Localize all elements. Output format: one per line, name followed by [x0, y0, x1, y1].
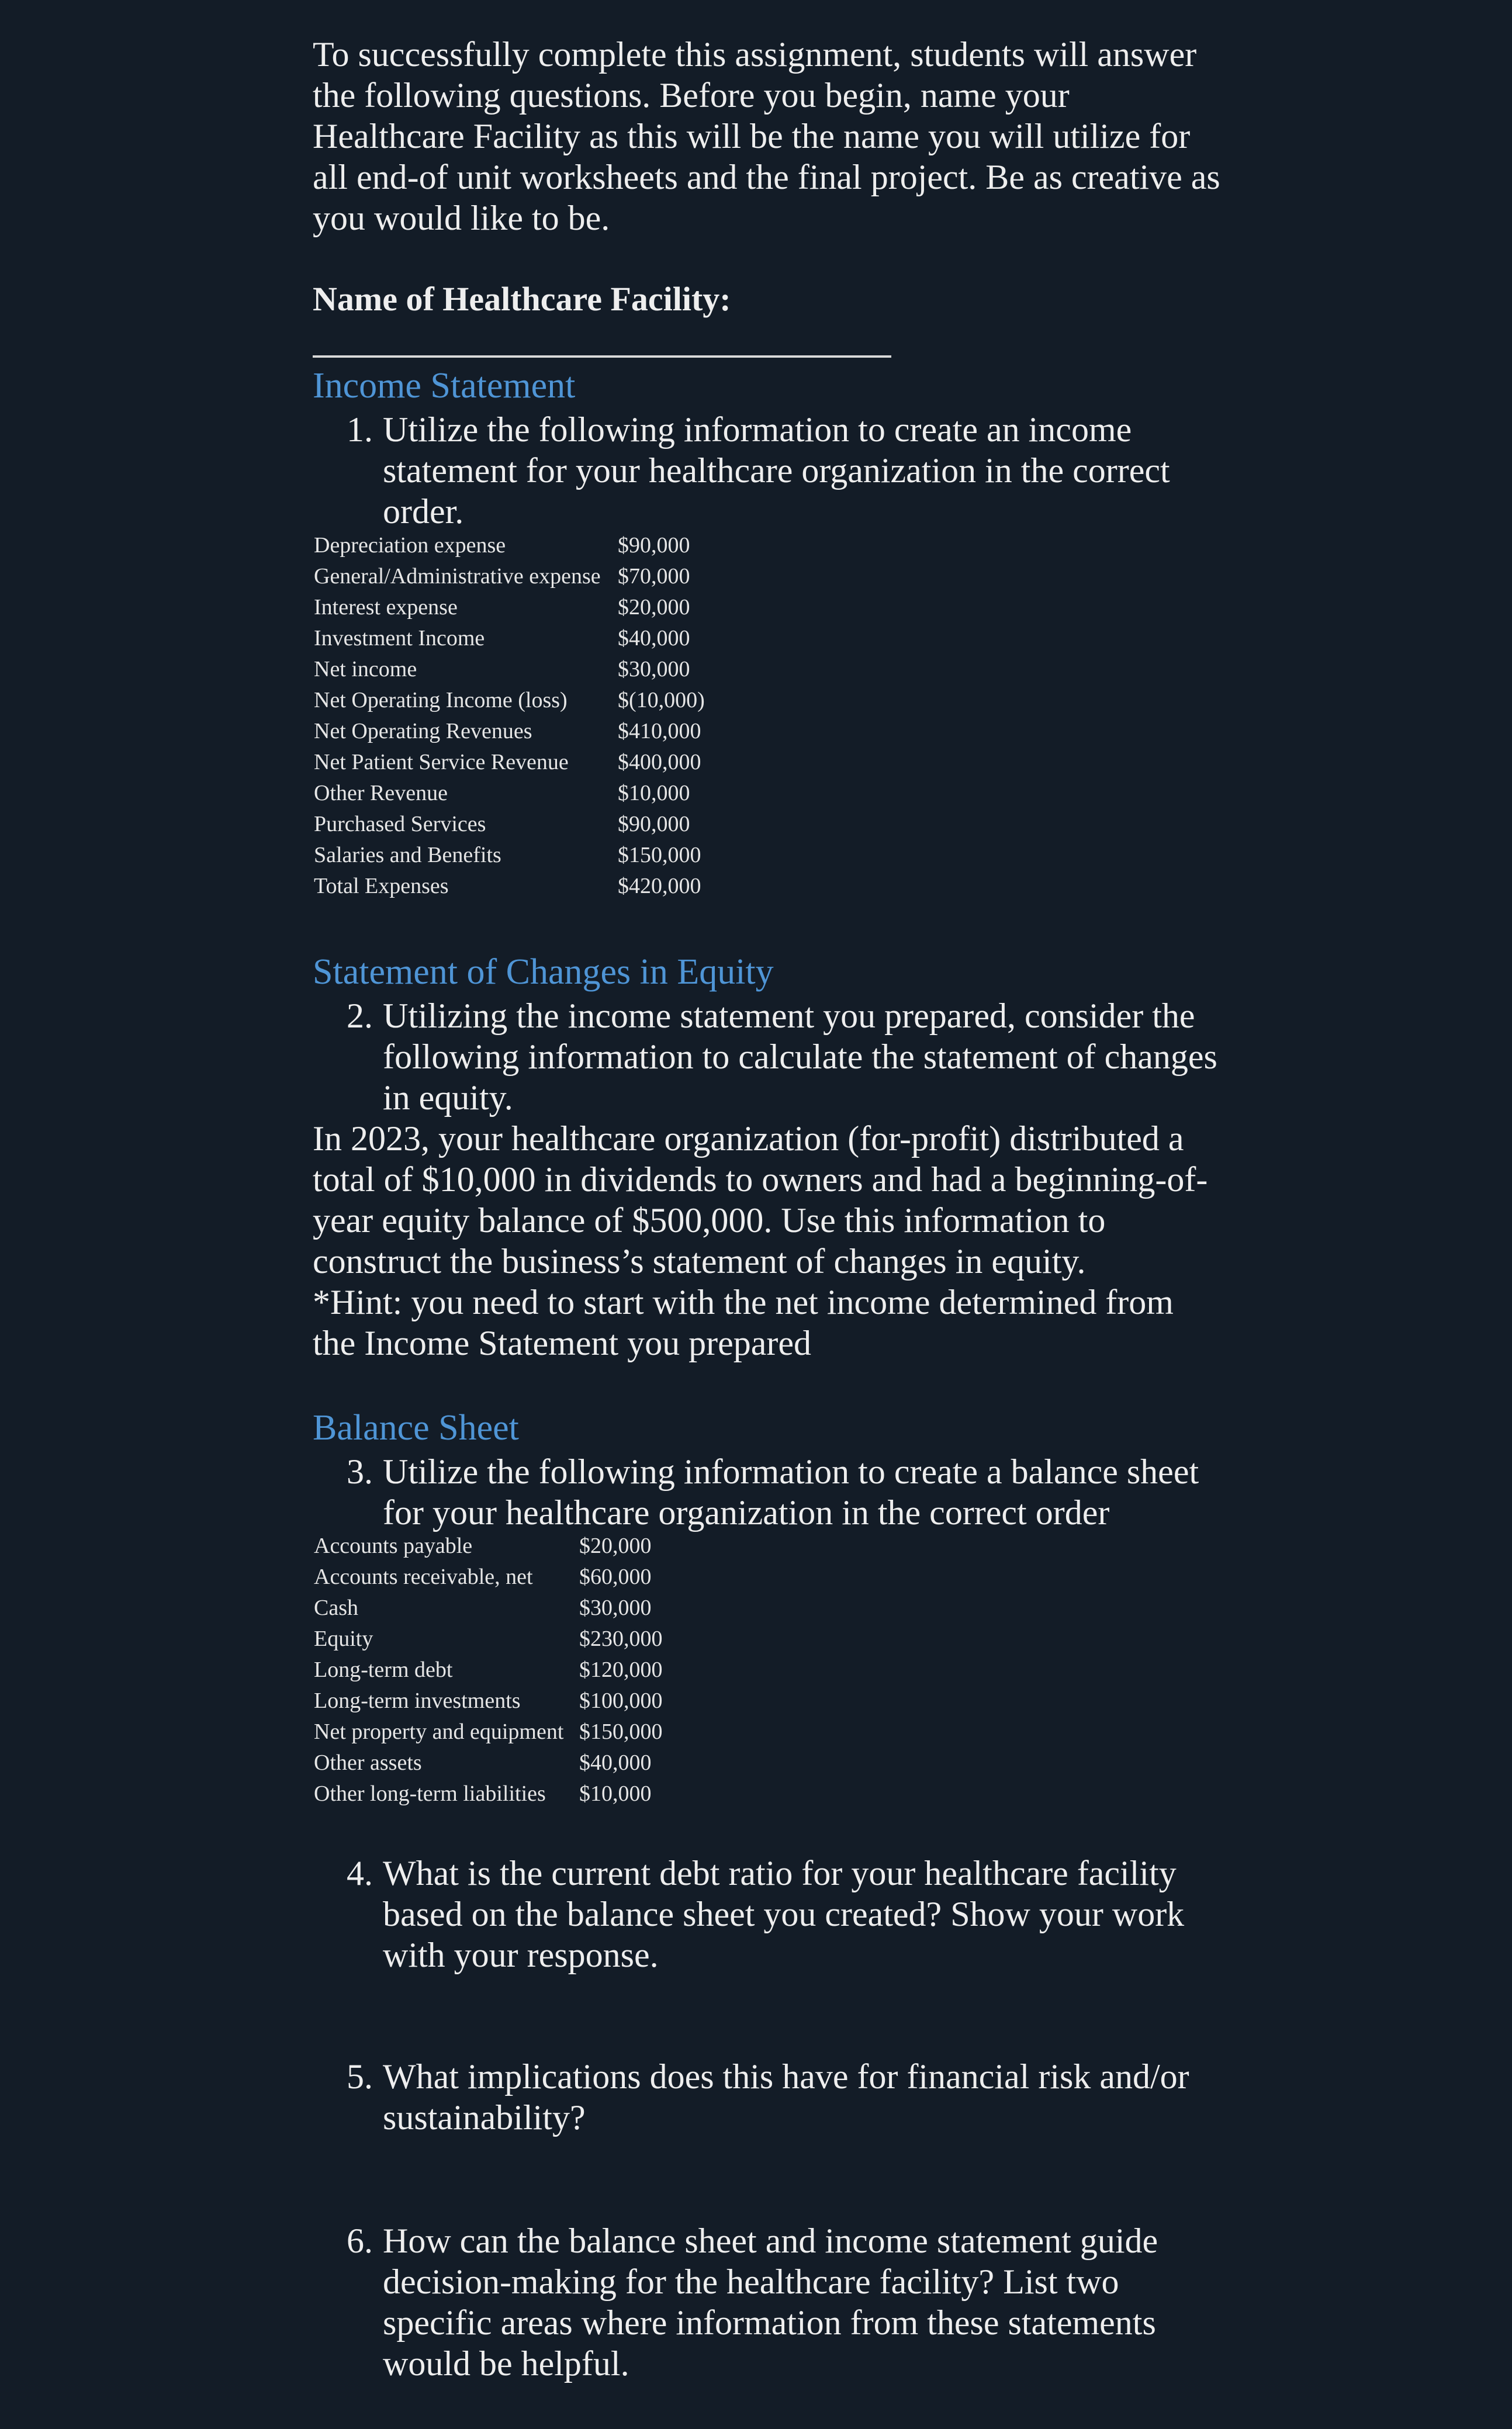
question-5-text: What implications does this have for financial risk and/or sustainability? — [383, 2057, 1189, 2137]
table-row — [314, 778, 781, 809]
table-row — [314, 1562, 781, 1593]
table-row — [314, 1748, 781, 1779]
question-1-number: 1. — [347, 410, 373, 449]
item-value: $70,000 — [618, 564, 690, 589]
table-row — [314, 809, 781, 840]
item-value: $40,000 — [579, 1750, 652, 1775]
question-4 — [347, 1853, 1457, 1981]
item-label: Long-term investments — [314, 1688, 521, 1713]
income-statement-table — [314, 530, 781, 902]
item-label: Salaries and Benefits — [314, 843, 501, 867]
table-row — [314, 530, 781, 561]
item-label: Accounts payable — [314, 1534, 473, 1558]
item-label: Net property and equipment — [314, 1719, 564, 1744]
item-label: Cash — [314, 1596, 358, 1620]
item-label: General/Administrative expense — [314, 564, 601, 589]
table-row — [314, 716, 781, 747]
table-row — [314, 1655, 781, 1686]
equity-heading: Statement of Changes in Equity — [313, 952, 774, 992]
item-label: Net income — [314, 657, 417, 681]
item-label: Interest expense — [314, 595, 458, 620]
item-value: $30,000 — [618, 657, 690, 681]
item-value: $400,000 — [618, 750, 701, 774]
item-label: Other long-term liabilities — [314, 1781, 546, 1806]
question-1 — [347, 409, 1457, 538]
table-row — [314, 685, 781, 716]
item-label: Depreciation expense — [314, 533, 506, 558]
item-value: $120,000 — [579, 1658, 663, 1682]
item-value: $150,000 — [579, 1719, 663, 1744]
item-value: $30,000 — [579, 1596, 652, 1620]
table-row — [314, 623, 781, 654]
item-value: $90,000 — [618, 812, 690, 836]
facility-name-blank-line[interactable] — [313, 355, 891, 358]
item-value: $20,000 — [618, 595, 690, 620]
question-2 — [347, 995, 1457, 1124]
balance-sheet-table — [314, 1531, 781, 1809]
item-value: $100,000 — [579, 1688, 663, 1713]
question-3-number: 3. — [347, 1452, 373, 1491]
item-label: Other assets — [314, 1750, 422, 1775]
table-row — [314, 561, 781, 592]
item-label: Accounts receivable, net — [314, 1565, 533, 1589]
table-row — [314, 1686, 781, 1717]
question-6-number: 6. — [347, 2222, 373, 2260]
income-statement-heading: Income Statement — [313, 366, 576, 406]
equity-body: In 2023, your healthcare organization (for-profit) distributed a total of $10,000 in dividends to owners and had a beginning-of- year equity balance of $500,000. Use this information to construct the business’s statement of changes in equity. *Hint: you need to start with the net income determined from the Income Statement you prepared — [313, 1119, 1208, 1362]
item-value: $420,000 — [618, 874, 701, 898]
question-2-number: 2. — [347, 996, 373, 1035]
table-row — [314, 654, 781, 685]
table-row — [314, 1531, 781, 1562]
item-value: $(10,000) — [618, 688, 705, 712]
item-label: Net Patient Service Revenue — [314, 750, 569, 774]
question-3 — [347, 1451, 1457, 1539]
question-6-text: How can the balance sheet and income statement guide decision-making for the healthcare facility? List two specific areas where information from these statements would be helpful. — [383, 2222, 1158, 2383]
item-value: $60,000 — [579, 1565, 652, 1589]
facility-name-label: Name of Healthcare Facility: — [313, 280, 731, 318]
table-row — [314, 592, 781, 623]
question-1-text: Utilize the following information to create an income statement for your healthcare organization in the correct order. — [383, 410, 1170, 531]
table-row — [314, 1624, 781, 1655]
table-row — [314, 1717, 781, 1748]
item-label: Long-term debt — [314, 1658, 453, 1682]
question-4-number: 4. — [347, 1854, 373, 1892]
intro-paragraph: To successfully complete this assignment, students will answer the following questions. Before you begin, name your Healthcare Facility as this will be the name you will utilize for all end-of unit worksheets and the final project. Be as creative as you would like to be. — [313, 35, 1220, 237]
item-value: $90,000 — [618, 533, 690, 558]
question-3-text: Utilize the following information to create a balance sheet for your healthcare organization in the correct order — [383, 1452, 1199, 1532]
table-row — [314, 1779, 781, 1809]
item-value: $10,000 — [579, 1781, 652, 1806]
question-4-text: What is the current debt ratio for your healthcare facility based on the balance sheet you created? Show your work with your response. — [383, 1854, 1185, 1974]
table-row — [314, 871, 781, 902]
item-value: $20,000 — [579, 1534, 652, 1558]
question-2-text: Utilizing the income statement you prepared, consider the following information to calculate the statement of changes in equity. — [383, 996, 1217, 1117]
item-label: Total Expenses — [314, 874, 449, 898]
table-row — [314, 747, 781, 778]
item-value: $150,000 — [618, 843, 701, 867]
table-row — [314, 840, 781, 871]
item-value: $230,000 — [579, 1627, 663, 1651]
question-5-number: 5. — [347, 2057, 373, 2096]
item-label: Net Operating Revenues — [314, 719, 532, 743]
item-label: Equity — [314, 1627, 373, 1651]
balance-sheet-heading: Balance Sheet — [313, 1408, 519, 1448]
table-row — [314, 1593, 781, 1624]
question-5 — [347, 2056, 1457, 2144]
item-label: Other Revenue — [314, 781, 448, 805]
item-label: Net Operating Income (loss) — [314, 688, 568, 712]
question-6 — [347, 2220, 1457, 2390]
item-value: $40,000 — [618, 626, 690, 650]
item-label: Purchased Services — [314, 812, 486, 836]
item-value: $410,000 — [618, 719, 701, 743]
item-value: $10,000 — [618, 781, 690, 805]
item-label: Investment Income — [314, 626, 485, 650]
